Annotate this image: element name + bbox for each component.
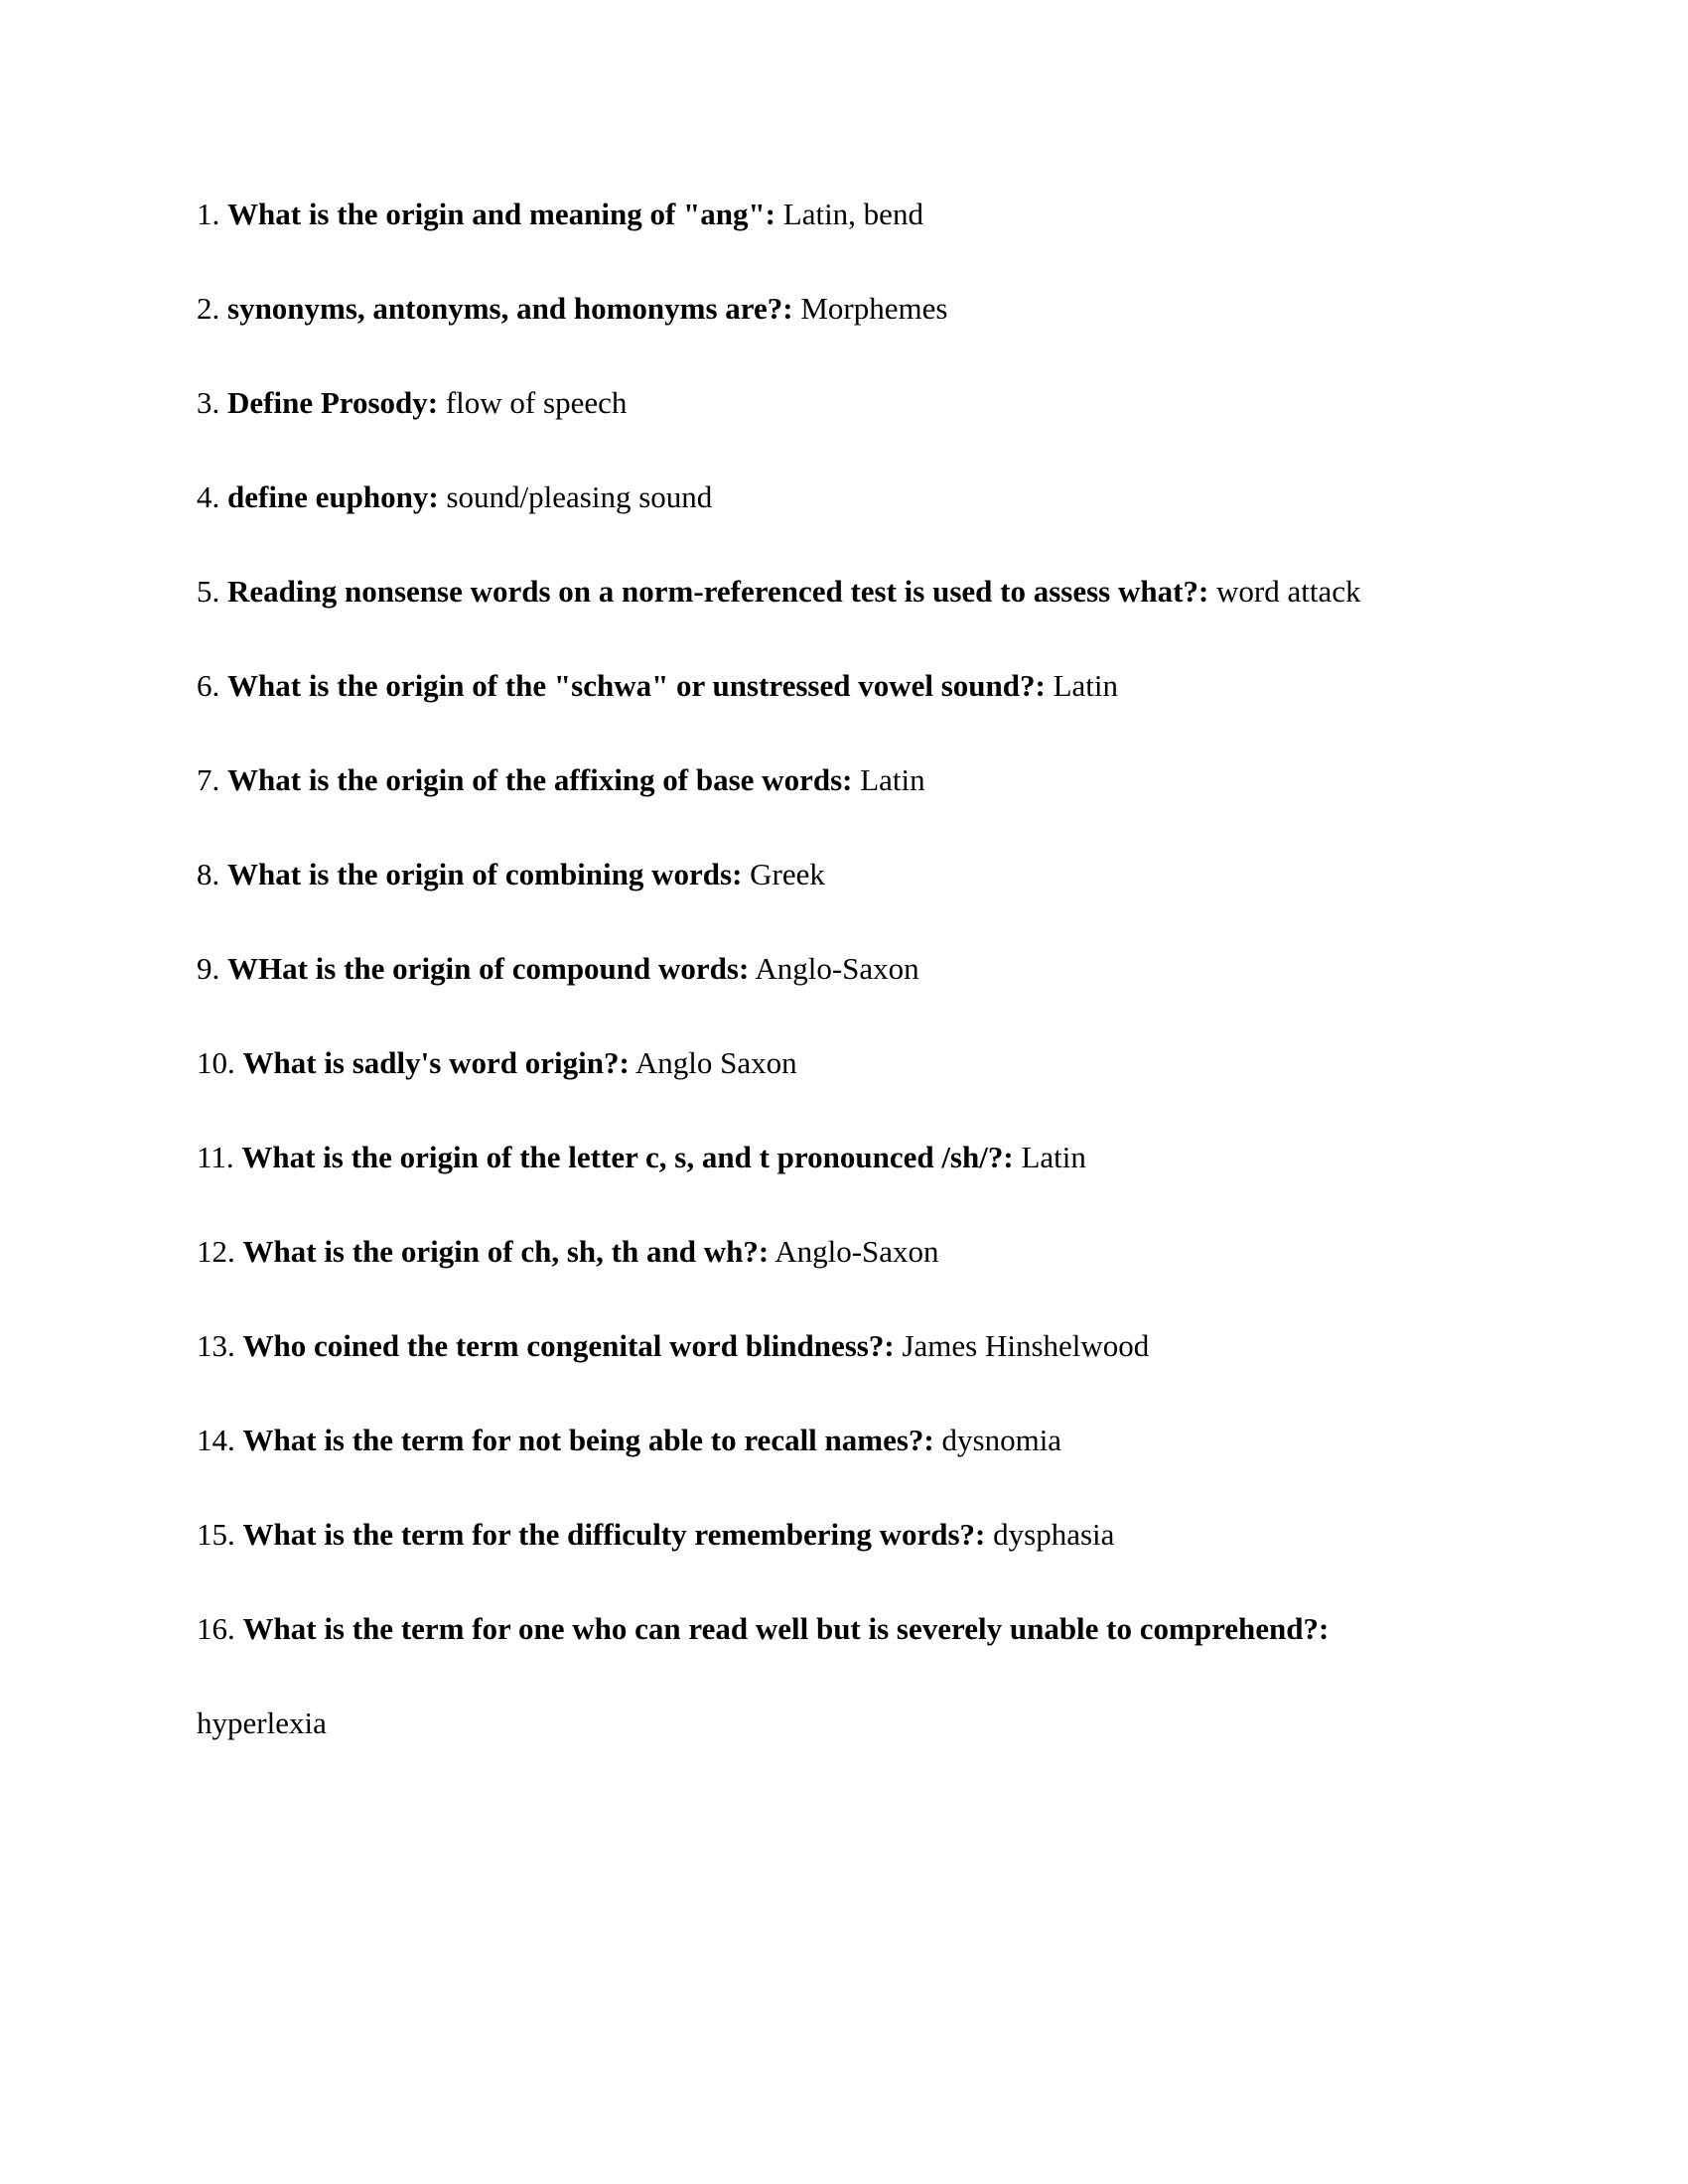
qa-item-12 [197, 1232, 1507, 1272]
item-question: WHat is the origin of compound words: [227, 951, 750, 986]
item-number: 6. [197, 668, 220, 703]
qa-item-10 [197, 1043, 1507, 1083]
qa-item-1 [197, 195, 1507, 234]
item-question: What is the term for the difficulty remembering words?: [242, 1517, 986, 1552]
qa-item-4 [197, 478, 1507, 517]
qa-item-13 [197, 1326, 1507, 1366]
item-question: What is the origin of the letter c, s, and t pronounced /sh/?: [241, 1140, 1014, 1174]
item-answer: Latin [1021, 1140, 1086, 1174]
item-question: Reading nonsense words on a norm-referenced test is used to assess what?: [227, 574, 1209, 609]
item-answer: Anglo Saxon [634, 1045, 797, 1080]
item-answer: dysnomia [941, 1423, 1062, 1457]
item-question: Who coined the term congenital word blindness?: [242, 1328, 895, 1363]
item-question: What is sadly's word origin?: [242, 1045, 630, 1080]
qa-item-16 [197, 1609, 1507, 1743]
item-number: 7. [197, 762, 220, 797]
item-question: What is the origin of the "schwa" or unstressed vowel sound?: [227, 668, 1046, 703]
item-number: 10. [197, 1045, 235, 1080]
item-question: What is the origin of combining words: [227, 857, 743, 891]
qa-item-9 [197, 949, 1507, 989]
item-answer: James Hinshelwood [902, 1328, 1150, 1363]
item-question: What is the origin and meaning of "ang": [227, 197, 776, 231]
item-question: Define Prosody: [227, 385, 439, 420]
item-number: 1. [197, 197, 220, 231]
item-question: What is the term for not being able to recall names?: [242, 1423, 934, 1457]
qa-item-6 [197, 666, 1507, 706]
item-question: synonyms, antonyms, and homonyms are?: [227, 291, 793, 326]
item-question: define euphony: [227, 479, 439, 514]
item-answer: dysphasia [993, 1517, 1115, 1552]
item-answer: flow of speech [445, 385, 628, 420]
item-answer: Greek [750, 857, 825, 891]
item-number: 12. [197, 1234, 235, 1269]
item-number: 9. [197, 951, 220, 986]
item-number: 3. [197, 385, 220, 420]
item-answer: word attack [1216, 574, 1361, 609]
qa-item-8 [197, 855, 1507, 894]
item-answer: Latin, bend [782, 197, 923, 231]
item-answer: Morphemes [800, 291, 948, 326]
item-number: 11. [197, 1140, 234, 1174]
qa-item-3 [197, 383, 1507, 423]
item-answer: Anglo-Saxon [755, 951, 919, 986]
qa-item-11 [197, 1138, 1507, 1177]
item-answer: hyperlexia [197, 1706, 327, 1740]
item-number: 13. [197, 1328, 235, 1363]
qa-item-2 [197, 289, 1507, 329]
item-answer: Latin [860, 762, 925, 797]
item-number: 15. [197, 1517, 235, 1552]
item-number: 5. [197, 574, 220, 609]
qa-item-15 [197, 1515, 1507, 1555]
item-answer: Anglo-Saxon [774, 1234, 939, 1269]
item-question: What is the origin of ch, sh, th and wh?: [242, 1234, 770, 1269]
item-answer: Latin [1053, 668, 1119, 703]
item-number: 8. [197, 857, 220, 891]
qa-item-7 [197, 760, 1507, 800]
item-answer: sound/pleasing sound [446, 479, 713, 514]
item-question: What is the term for one who can read well but is severely unable to comprehend?: [242, 1611, 1330, 1646]
item-number: 4. [197, 479, 220, 514]
qa-item-5 [197, 572, 1507, 612]
item-number: 16. [197, 1611, 235, 1646]
qa-item-14 [197, 1421, 1507, 1460]
item-number: 14. [197, 1423, 235, 1457]
item-number: 2. [197, 291, 220, 326]
item-question: What is the origin of the affixing of base words: [227, 762, 853, 797]
qa-list [197, 195, 1507, 1798]
